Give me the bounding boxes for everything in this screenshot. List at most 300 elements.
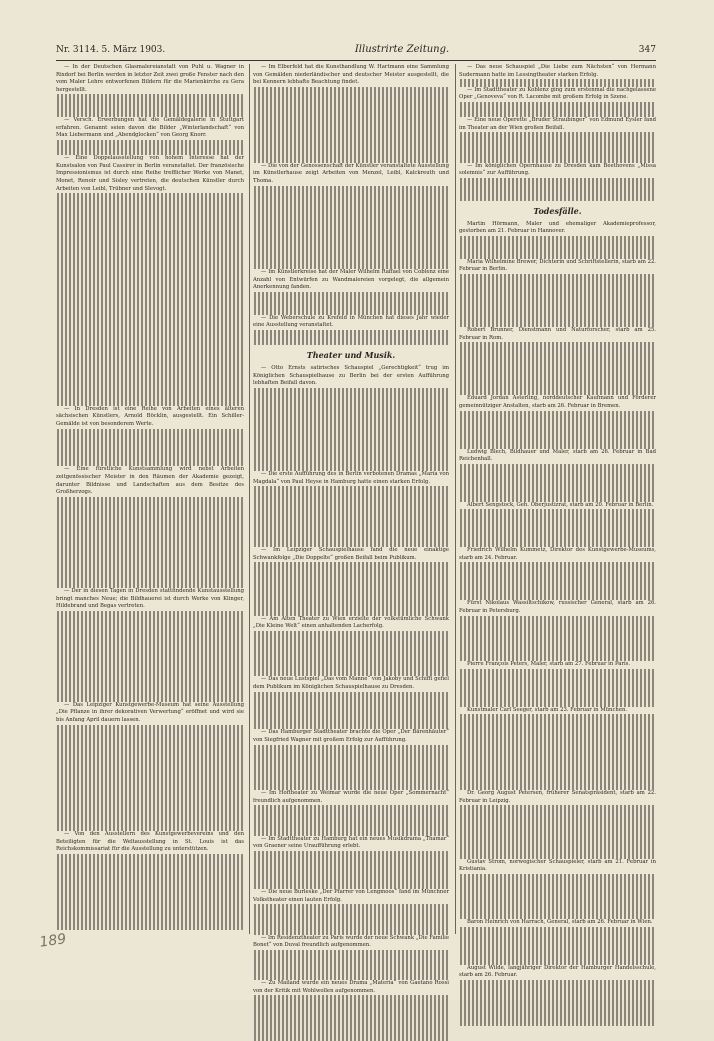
- paragraph: — Im Künstlerkreise hat der Maler Wilhelm Raffael von Coblenz eine Anzahl von Entwürfen zu Wandmalereien vorgelegt, die allgemein Anerkennung fanden.: [253, 269, 449, 291]
- paragraph: — Im Residenztheater zu Paris wurde der neue Schwank „Die Familie Bonet“ von Duval freundlich aufgenommen.: [253, 934, 449, 949]
- text-line: [459, 426, 656, 434]
- text-line: [56, 246, 244, 254]
- text-line: [56, 732, 244, 740]
- text-line: [56, 360, 244, 368]
- paragraph: — In Dresden ist eine Reihe von Arbeiten eines älteren sächsischen Künstlers, Arnold Böcklin, ausgestellt. Ein Schiller-Gemälde ist von besonderem Werte.: [56, 405, 244, 427]
- text-line: [253, 433, 449, 441]
- text-line: [459, 828, 656, 836]
- text-line: [253, 661, 449, 669]
- paragraph: Albert Sengstock, Geh. Oberjustizrat, starb am 20. Februar in Berlin.: [467, 501, 654, 508]
- text-line: [56, 884, 244, 892]
- text-line: [459, 638, 656, 646]
- paragraph: — Das Leipziger Kunstgewerbe-Museum hat seine Ausstellung „Die Pflanze in ihrer dekorativen Verwertung“ eröffnet und wird sie bis Anfang April dauern lassen.: [56, 701, 244, 724]
- paragraph: Pierre François Peters, Maler, starb am 27. Februar in Paris.: [467, 661, 631, 668]
- text-line: [56, 231, 244, 239]
- text-line: [253, 231, 449, 239]
- text-line: [253, 707, 449, 715]
- text-line: [253, 646, 449, 654]
- text-line: [459, 411, 656, 419]
- text-line: [459, 745, 656, 753]
- text-line: [253, 859, 449, 867]
- text-line: [56, 558, 244, 566]
- text-line: [56, 375, 244, 383]
- text-line: [56, 292, 244, 300]
- paragraph: — Im Elberfeld hat die Kunsthandlung W. Hartmann eine Sammlung von Gemälden niederländischer und deutscher Meister ausgestellt, die bei Kennern lebhafte Beachtung findet.: [253, 64, 449, 86]
- text-line: [459, 464, 656, 472]
- text-line: [253, 299, 449, 307]
- text-line: [459, 357, 656, 365]
- paragraph: — Das neue Lustspiel „Das vom Manne“ von Jakoby und Schiffi gefiel dem Publikum im Königlichen Schauspielhause zu Dresden.: [253, 676, 449, 690]
- text-line: [56, 391, 244, 399]
- text-line: [253, 388, 449, 396]
- text-line: [459, 441, 656, 449]
- text-line: [56, 368, 244, 376]
- paragraph: Robert Brunner, Dienstmann und Naturforscher, starb am 25. Februar in Rom.: [459, 327, 656, 341]
- text-line: [459, 935, 656, 943]
- text-line: [56, 573, 244, 581]
- paragraph: — Zu Mailand wurde ein neues Drama „Materia“ von Gaetano Rossi von der Kritik mit Wohlwollen aufgenommen.: [253, 980, 449, 994]
- text-line: [459, 821, 656, 829]
- text-line: [459, 1018, 656, 1026]
- text-line: [459, 342, 656, 350]
- text-line: [253, 87, 449, 95]
- text-line: [253, 562, 449, 570]
- text-line: [253, 1018, 449, 1026]
- text-line: [459, 646, 656, 654]
- masthead-title: Illustrirte Zeitung.: [354, 44, 450, 55]
- text-line: [459, 562, 656, 570]
- text-line: [253, 426, 449, 434]
- text-line: [253, 600, 449, 608]
- text-line: [459, 540, 656, 548]
- text-line: [56, 94, 244, 102]
- paragraph: — Die von der Genossenschaft der Künstler veranstaltete Ausstellung im Künstlerhause zeigt Arbeiten von Menzel, Leibl, Kalckreuth und Thoma.: [253, 162, 449, 184]
- text-line: [459, 532, 656, 540]
- text-line: [56, 269, 244, 277]
- text-line: [56, 687, 244, 695]
- text-line: [459, 312, 656, 320]
- text-line: [56, 747, 244, 755]
- paragraph: — Das neue Schauspiel „Die Liebe zum Nächsten“ von Hermann Sudermann hatte im Lessingtheater starken Erfolg.: [459, 64, 656, 78]
- text-line: [253, 851, 449, 859]
- text-line: [253, 186, 449, 194]
- text-line: [56, 436, 244, 444]
- text-line: [56, 497, 244, 505]
- text-line: [253, 775, 449, 783]
- text-line: [253, 578, 449, 586]
- text-line: [56, 626, 244, 634]
- text-line: [253, 760, 449, 768]
- section-heading-theater: Theater und Musik.: [306, 349, 396, 360]
- pencil-annotation: 189: [38, 931, 68, 951]
- text-line: [253, 395, 449, 403]
- text-line: [253, 449, 449, 457]
- text-line: [459, 881, 656, 889]
- text-line: [56, 239, 244, 247]
- text-line: [56, 869, 244, 877]
- text-line: [56, 201, 244, 209]
- text-line: [253, 593, 449, 601]
- text-line: [459, 578, 656, 586]
- text-line: [56, 520, 244, 528]
- text-line: [253, 608, 449, 616]
- text-line: [253, 125, 449, 133]
- paragraph: Eduard Jordan Asterling, norddeutscher Kaufmann und Förderer gemeinnütziger Anstalten, starb am 26. Februar in Bremen.: [459, 395, 656, 409]
- text-line: [56, 223, 244, 231]
- text-line: [459, 760, 656, 768]
- text-line: [253, 714, 449, 722]
- text-line: [459, 289, 656, 297]
- text-line: [253, 261, 449, 269]
- paragraph: — Eine neue Operette „Bruder Straubinger“ von Edmund Eysler fand im Theater an der Wien großen Beifall.: [459, 117, 656, 131]
- text-line: [253, 821, 449, 829]
- text-line: [56, 216, 244, 224]
- paragraph: — Otto Ernsts satirisches Schauspiel „Gerechtigkeit“ trug im Königlichen Schauspielhause zu Berlin bei der ersten Aufführung lebhaften Beifall davon.: [253, 364, 449, 387]
- text-line: [459, 517, 656, 525]
- text-line: [459, 494, 656, 502]
- text-line: [253, 456, 449, 464]
- text-line: [459, 729, 656, 737]
- text-line: [459, 251, 656, 259]
- text-line: [253, 904, 449, 912]
- text-line: [459, 79, 656, 87]
- text-line: [459, 524, 656, 532]
- text-line: [459, 350, 656, 358]
- paragraph: — Eine fürstliche Kunstsammlung wird nebst Arbeiten zeitgenössischer Meister in den Räumen der Akademie gezeigt, darunter Bildnisse und Landschaften aus dem Besitze des Großherzogs.: [56, 466, 244, 496]
- text-line: [253, 1010, 449, 1018]
- text-line: [459, 186, 656, 194]
- text-line: [459, 433, 656, 441]
- text-line: [56, 877, 244, 885]
- text-line: [56, 763, 244, 771]
- paragraph: — Von den Ausstellern des Kunstgewerbevereins und den Beteiligten für die Weltausstellung in St. Louis ist das Reichskommissariat für die Ausstellung zu unterstützen.: [56, 830, 244, 853]
- text-line: [56, 330, 244, 338]
- text-line: [56, 277, 244, 285]
- text-line: [253, 950, 449, 958]
- text-line: [253, 570, 449, 578]
- text-line: [253, 94, 449, 102]
- text-line: [56, 641, 244, 649]
- column-divider: [249, 64, 250, 934]
- paragraph: Baron Heinrich von Harrach, General, starb am 26. Februar in Wien.: [467, 919, 653, 926]
- text-line: [459, 904, 656, 912]
- text-line: [459, 676, 656, 684]
- text-line: [459, 767, 656, 775]
- text-line: [56, 656, 244, 664]
- text-line: [56, 459, 244, 467]
- paragraph: Friedrich Wilhelm Kummetz, Direktor des Kunstgewerbe-Museums, starb am 24. Februar.: [459, 547, 656, 561]
- text-line: [56, 345, 244, 353]
- text-line: [56, 694, 244, 702]
- paragraph: — Im Leipziger Schauspielhause fand die neue einaktige Schwankfolge „Die Doppelte“ großen Beifall beim Publikum.: [253, 547, 449, 561]
- text-line: [56, 315, 244, 323]
- text-line: [459, 813, 656, 821]
- text-line: [459, 995, 656, 1003]
- text-line: [56, 634, 244, 642]
- text-line: [459, 737, 656, 745]
- text-line: [253, 223, 449, 231]
- text-line: [253, 193, 449, 201]
- text-line: [253, 524, 449, 532]
- text-line: [459, 132, 656, 140]
- text-line: [56, 261, 244, 269]
- text-line: [459, 692, 656, 700]
- text-line: [56, 580, 244, 588]
- text-line: [56, 664, 244, 672]
- text-line: [459, 874, 656, 882]
- text-line: [56, 611, 244, 619]
- text-line: [459, 155, 656, 163]
- text-line: [459, 193, 656, 201]
- text-line: [459, 843, 656, 851]
- text-line: [253, 654, 449, 662]
- paragraph: Ludwig Blech, Bildhauer und Maler, starb am 26. Februar in Bad Reichenhall.: [459, 448, 656, 463]
- text-line: [253, 881, 449, 889]
- text-line: [459, 654, 656, 662]
- text-line: [253, 631, 449, 639]
- text-line: [56, 148, 244, 156]
- text-line: [56, 801, 244, 809]
- text-line: [56, 208, 244, 216]
- text-line: [459, 897, 656, 905]
- text-line: [253, 201, 449, 209]
- text-line: [253, 117, 449, 125]
- text-line: [253, 132, 449, 140]
- text-line: [56, 542, 244, 550]
- header-rule: [56, 60, 656, 61]
- text-line: [459, 380, 656, 388]
- text-line: [56, 740, 244, 748]
- text-line: [56, 535, 244, 543]
- paragraph: Fürst Nikolaus Wassiltschikow, russischer General, starb am 26. Februar in Petersburg.: [459, 600, 656, 614]
- text-line: [253, 418, 449, 426]
- text-line: [459, 957, 656, 965]
- text-line: [459, 274, 656, 282]
- text-line: [253, 995, 449, 1003]
- section-heading-todesfaelle: Todesfälle.: [533, 205, 582, 216]
- text-line: [56, 907, 244, 915]
- text-line: [56, 679, 244, 687]
- text-line: [459, 836, 656, 844]
- text-line: [253, 464, 449, 472]
- text-line: [459, 148, 656, 156]
- text-line: [56, 793, 244, 801]
- text-line: [56, 337, 244, 345]
- text-line: [253, 330, 449, 338]
- text-line: [253, 216, 449, 224]
- text-line: [459, 805, 656, 813]
- paragraph: August Wilde, langjähriger Direktor der Hamburger Handelsschule, starb am 26. Februar.: [459, 964, 656, 979]
- paragraph: — Im Stadttheater zu Koblenz ging zum erstenmal die nachgelassene Oper „Genoveva“ von R. Lacombe mit großem Erfolg in Szene.: [459, 86, 656, 101]
- text-line: [56, 823, 244, 831]
- text-line: [253, 699, 449, 707]
- text-line: [56, 444, 244, 452]
- text-line: [56, 284, 244, 292]
- text-line: [253, 957, 449, 965]
- text-line: [253, 692, 449, 700]
- text-line: [459, 783, 656, 791]
- text-line: [56, 785, 244, 793]
- text-line: [253, 745, 449, 753]
- text-line: [56, 140, 244, 148]
- text-line: [56, 110, 244, 118]
- paragraph: — Versch. Erwerbungen hat die Gemäldegalerie in Stuttgart erfahren. Genannt seien davon die Bilder „Winterlandschaft“ von Max Liebermann und „Abendglocken“ von Georg Knorr.: [56, 117, 244, 139]
- column-divider: [455, 64, 456, 934]
- text-line: [253, 254, 449, 262]
- text-line: [56, 504, 244, 512]
- text-line: [253, 148, 449, 156]
- text-line: [459, 281, 656, 289]
- text-line: [56, 649, 244, 657]
- text-line: [459, 570, 656, 578]
- text-line: [459, 775, 656, 783]
- text-line: [56, 383, 244, 391]
- paragraph: — Die erste Aufführung des in Berlin verbotenen Dramas „Maria von Magdala“ von Paul Heyse in Hamburg hatte einen starken Erfolg.: [253, 471, 449, 485]
- text-line: [459, 684, 656, 692]
- column-2: [253, 64, 449, 994]
- text-line: [459, 714, 656, 722]
- text-line: [253, 1026, 449, 1034]
- text-line: [56, 808, 244, 816]
- text-line: [459, 942, 656, 950]
- text-line: [253, 972, 449, 980]
- text-line: [459, 486, 656, 494]
- text-line: [56, 353, 244, 361]
- page-header: [56, 44, 656, 60]
- text-line: [459, 102, 656, 110]
- text-line: [253, 1003, 449, 1011]
- text-line: [253, 927, 449, 935]
- text-line: [56, 527, 244, 535]
- paragraph: Kunstmaler Carl Seeger, starb am 23. Februar in München.: [467, 706, 628, 713]
- text-line: [459, 1010, 656, 1018]
- text-line: [459, 479, 656, 487]
- text-line: [459, 980, 656, 988]
- issue-number: Nr. 3114. 5. März 1903.: [56, 45, 166, 55]
- text-line: [253, 337, 449, 345]
- paragraph: Dr. Georg August Petersen, früherer Senatspräsident, starb am 22. Februar in Leipzig.: [459, 790, 656, 804]
- text-line: [56, 429, 244, 437]
- text-line: [459, 699, 656, 707]
- text-line: [459, 623, 656, 631]
- text-line: [459, 471, 656, 479]
- text-line: [56, 672, 244, 680]
- paragraph: — Der in diesen Tagen in Dresden stattfindende Kunstausstellung bringt manches Neue; die Bildhauerei ist durch Werke von Klinger, Hildebrand und Begas vertreten.: [56, 587, 244, 610]
- text-line: [253, 752, 449, 760]
- paragraph: — Im königlichen Opernhause zu Dresden kam Beethovens „Missa solemnis“ zur Aufführung.: [459, 162, 656, 177]
- paragraph: — Eine Doppelausstellung von hohem Interesse hat der Kunstsalon von Paul Cassirer in Berlin veranstaltet. Der französische Impressionismus ist durch eine Reihe trefflicher Werke von Manet, Monet, Renoir und Sisley vertreten, die deutschen Künstler durch Arbeiten von Leibl, Trübner und Slevogt.: [56, 155, 244, 192]
- paragraph: Martin Hörmann, Maler und ehemaliger Akademieprofessor, gestorben am 21. Februar in Hannover.: [459, 220, 656, 235]
- page-number: 347: [638, 45, 656, 55]
- text-line: [459, 950, 656, 958]
- text-line: [253, 965, 449, 973]
- paragraph: — Die neue Burleske „Der Pfarrer von Lengmoos“ fand im Münchner Volkstheater einen lauten Erfolg.: [253, 888, 449, 903]
- text-line: [56, 778, 244, 786]
- paragraph: Gustav Strom, norwegischer Schauspieler, starb am 21. Februar in Kristiania.: [459, 858, 656, 873]
- text-line: [253, 494, 449, 502]
- text-line: [56, 565, 244, 573]
- text-line: [56, 892, 244, 900]
- text-line: [459, 669, 656, 677]
- text-line: [253, 532, 449, 540]
- text-line: [56, 725, 244, 733]
- text-line: [459, 418, 656, 426]
- text-line: [253, 540, 449, 548]
- text-line: [56, 755, 244, 763]
- text-line: [56, 618, 244, 626]
- text-line: [459, 988, 656, 996]
- text-line: [253, 403, 449, 411]
- text-line: [253, 208, 449, 216]
- text-line: [56, 899, 244, 907]
- text-line: [253, 292, 449, 300]
- text-line: [459, 243, 656, 251]
- text-line: [459, 297, 656, 305]
- text-line: [459, 178, 656, 186]
- text-line: [459, 722, 656, 730]
- text-line: [253, 638, 449, 646]
- text-line: [253, 805, 449, 813]
- text-line: [253, 828, 449, 836]
- text-line: [253, 874, 449, 882]
- text-line: [459, 373, 656, 381]
- text-line: [459, 585, 656, 593]
- text-line: [56, 254, 244, 262]
- text-line: [56, 922, 244, 930]
- text-line: [253, 246, 449, 254]
- column-1: [56, 64, 244, 936]
- text-line: [459, 912, 656, 920]
- paragraph: — Am Alten Theater zu Wien erzielte der volkstümliche Schwank „Die Kleine Welt“ einen anhaltenden Lacherfolg.: [253, 615, 449, 630]
- text-line: [253, 239, 449, 247]
- text-line: [459, 236, 656, 244]
- text-line: [459, 319, 656, 327]
- text-line: [253, 1033, 449, 1041]
- text-line: [253, 307, 449, 315]
- text-line: [56, 512, 244, 520]
- paragraph: — Im Hoftheater zu Weimar wurde die neue Oper „Sommernacht“ freundlich aufgenommen.: [253, 790, 449, 804]
- text-line: [56, 299, 244, 307]
- paragraph: Maria Wilhelmine Brewer, Dichterin und Schriftstellerin, starb am 22. Februar in Berlin.: [459, 258, 656, 273]
- paragraph: — Im Stadttheater zu Hamburg hat ein neues Musikdrama „Thamar“ von Graener seine Uraufführung erlebt.: [253, 835, 449, 850]
- text-line: [56, 854, 244, 862]
- text-line: [56, 861, 244, 869]
- text-line: [459, 365, 656, 373]
- text-line: [253, 517, 449, 525]
- text-line: [253, 585, 449, 593]
- text-line: [459, 851, 656, 859]
- text-line: [459, 631, 656, 639]
- text-line: [56, 398, 244, 406]
- column-3: [459, 64, 656, 979]
- text-line: [56, 915, 244, 923]
- text-line: [56, 550, 244, 558]
- text-line: [253, 140, 449, 148]
- text-line: [253, 767, 449, 775]
- text-line: [56, 193, 244, 201]
- text-line: [459, 616, 656, 624]
- text-line: [459, 1003, 656, 1011]
- text-line: [253, 912, 449, 920]
- text-line: [459, 752, 656, 760]
- text-line: [459, 304, 656, 312]
- text-line: [253, 866, 449, 874]
- text-line: [253, 813, 449, 821]
- text-line: [56, 322, 244, 330]
- text-line: [253, 502, 449, 510]
- text-line: [459, 889, 656, 897]
- paragraph: — Das Hamburger Stadttheater brachte die Oper „Der Bärenhäuter“ von Siegfried Wagner mit großem Erfolg zur Aufführung.: [253, 729, 449, 744]
